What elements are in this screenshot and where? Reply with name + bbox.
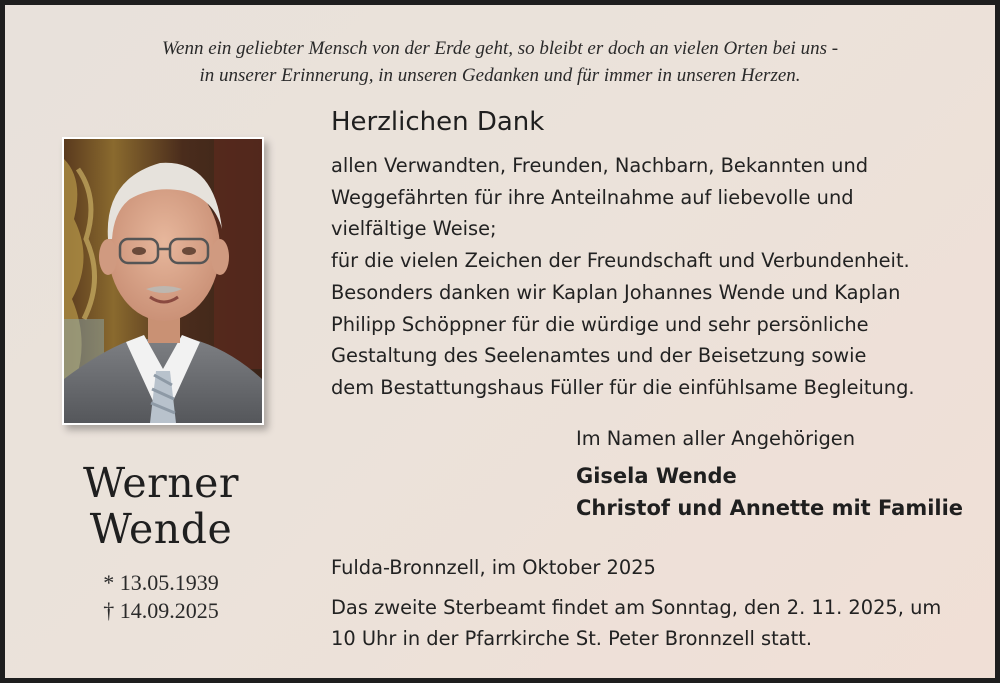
memorial-motto	[5, 35, 995, 89]
thanks-heading: Herzlichen Dank	[331, 107, 545, 137]
thanks-line: Philipp Schöppner für die würdige und sehr persönliche	[331, 312, 869, 336]
thanks-line: Gestaltung des Seelenamtes und der Beisetzung sowie	[331, 344, 867, 368]
portrait-photo	[62, 137, 264, 425]
thanks-line: für die vielen Zeichen der Freundschaft und Verbundenheit.	[331, 249, 910, 273]
notice-line: 10 Uhr in der Pfarrkirche St. Peter Bronnzell statt.	[331, 626, 813, 650]
signer-name: Christof und Annette mit Familie	[576, 496, 964, 520]
deceased-name	[45, 460, 277, 552]
life-dates	[45, 569, 277, 625]
place-date: Fulda-Bronnzell, im Oktober 2025	[331, 556, 656, 579]
motto-line: Wenn ein geliebter Mensch von der Erde geht, so bleibt er doch an vielen Orten bei uns -	[161, 38, 839, 59]
thanks-line: Weggefährten für ihre Anteilnahme auf liebevolle und	[331, 185, 854, 209]
thanks-text	[331, 150, 915, 404]
service-notice	[331, 593, 941, 654]
signer-names	[576, 460, 963, 524]
motto-line: in unserer Erinnerung, in unseren Gedanken und für immer in unseren Herzen.	[199, 65, 801, 86]
birth-date: * 13.05.1939	[103, 570, 219, 595]
thanks-line: allen Verwandten, Freunden, Nachbarn, Bekannten und	[331, 154, 869, 177]
thanks-line: Besonders danken wir Kaplan Johannes Wende und Kaplan	[331, 280, 901, 304]
first-name: Werner	[83, 459, 239, 507]
death-date: † 14.09.2025	[103, 598, 219, 623]
signer-name: Gisela Wende	[576, 464, 737, 488]
thanks-line: dem Bestattungshaus Füller für die einfühlsame Begleitung.	[331, 375, 915, 399]
last-name: Wende	[89, 505, 233, 553]
signoff-intro: Im Namen aller Angehörigen	[576, 427, 855, 450]
notice-line: Das zweite Sterbeamt findet am Sonntag, den 2. 11. 2025, um	[331, 596, 942, 619]
thanks-line: vielfältige Weise;	[331, 217, 497, 241]
